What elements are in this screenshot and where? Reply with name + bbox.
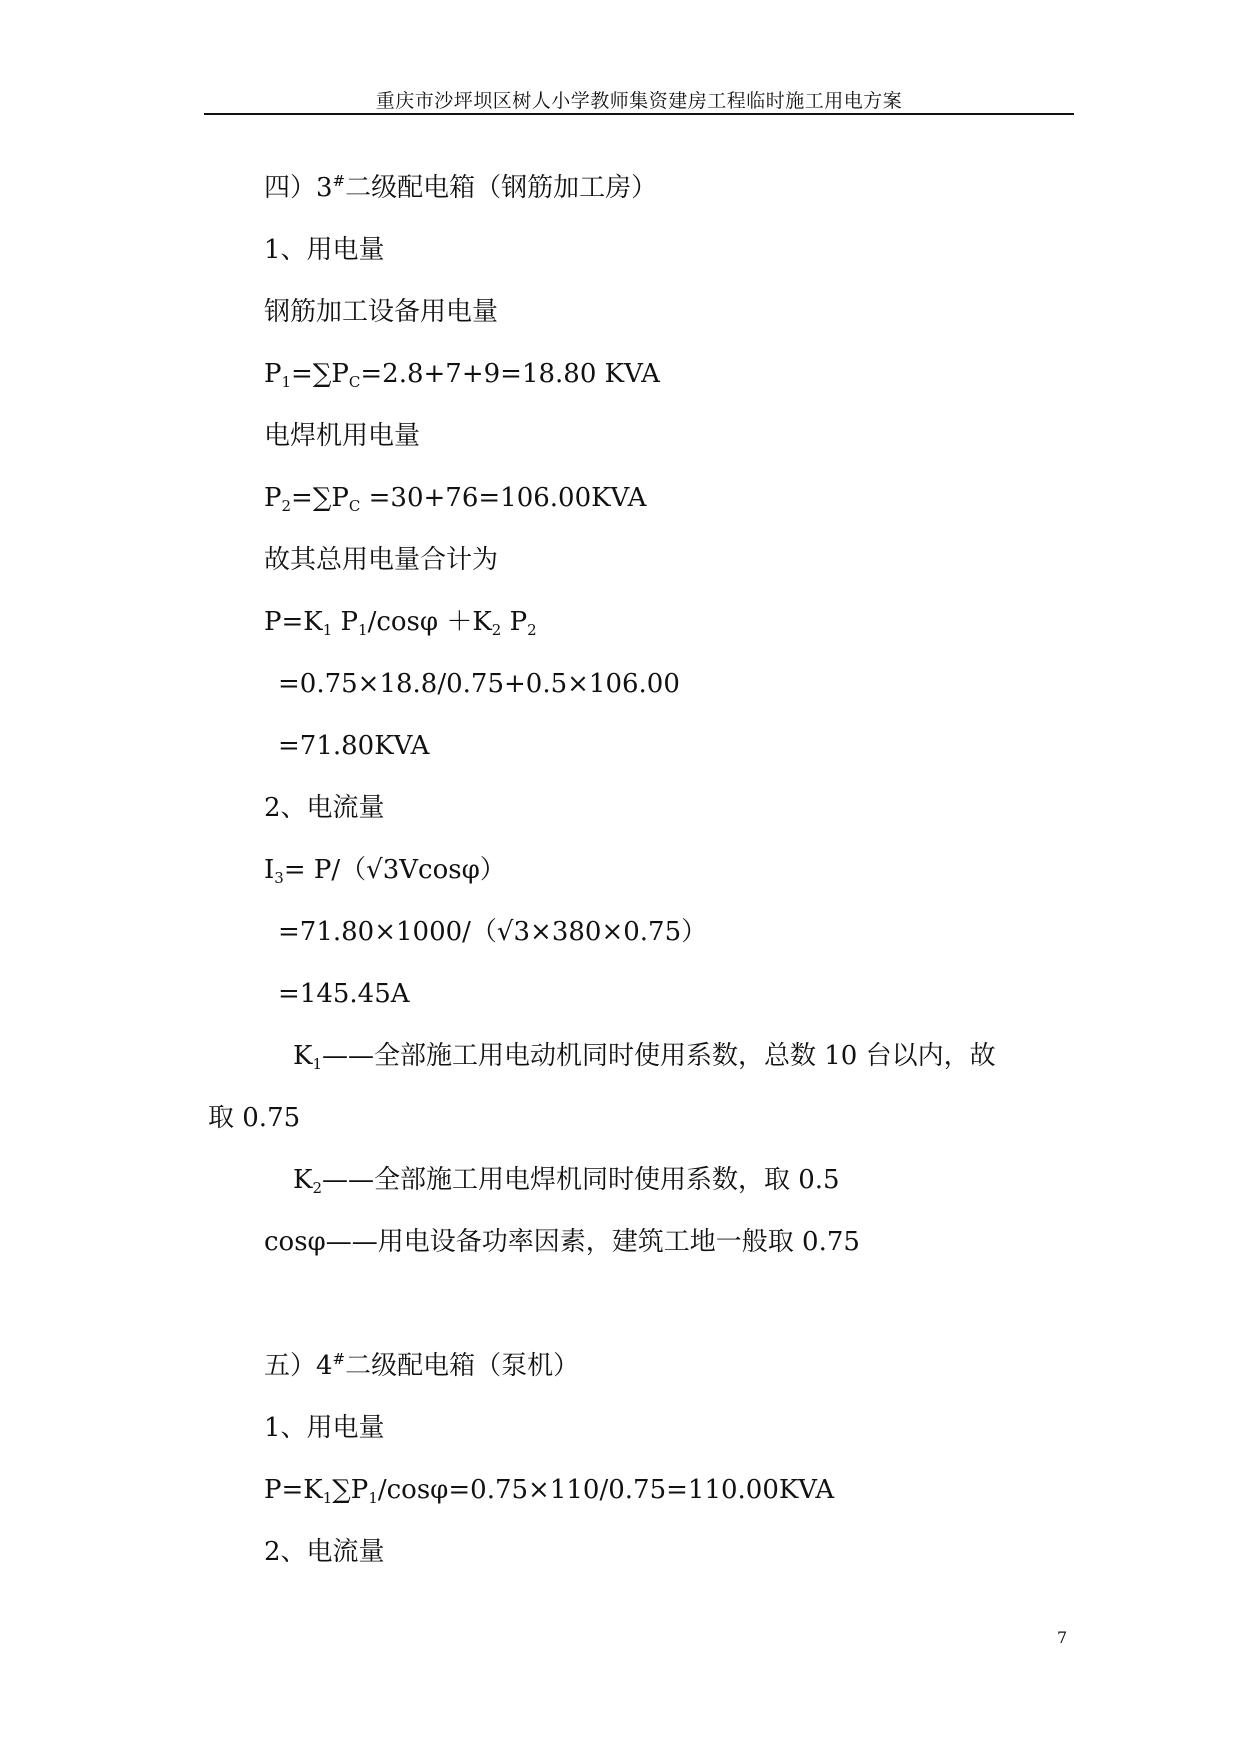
section5-item2-heading: 2、电流量 — [264, 1537, 385, 1567]
section4-heading: 四）3#二级配电箱（钢筋加工房） — [264, 172, 658, 203]
formula-i3-step1: =71.80×1000/（√3×380×0.75） — [278, 917, 708, 947]
page-header-title: 重庆市沙坪坝区树人小学教师集资建房工程临时施工用电方案 — [375, 90, 903, 112]
section5-heading: 五）4#二级配电箱（泵机） — [264, 1350, 580, 1381]
formula-p1: $P_1=\sum P_C=2.8+7+9=18.80$ KVA — [264, 359, 660, 391]
note-k2: $K_2——$全部施工用电焊机同时使用系数，取 0.5 — [293, 1165, 840, 1197]
formula-i3: $I_3= P/(√3Vcos\varphi)$ — [264, 855, 506, 887]
section4-item2-heading: 2、电流量 — [264, 793, 385, 823]
note-k1: $K_1——$全部施工用电动机同时使用系数，总数 10 台以内，故 — [293, 1041, 996, 1073]
section4-item1-heading: 1、用电量 — [264, 235, 385, 265]
formula-p-step1: =0.75×18.8/0.75+0.5×106.00 — [278, 669, 680, 699]
page-number: 7 — [1057, 1628, 1068, 1647]
formula-p2: $P_2=\sum P_C =30+76=106.00KVA$ — [264, 483, 647, 515]
section5-item1-heading: 1、用电量 — [264, 1413, 385, 1443]
header-divider — [204, 113, 1074, 115]
total-load-label: 故其总用电量合计为 — [264, 545, 499, 575]
note-k1-continued: 取 0.75 — [208, 1103, 301, 1133]
note-cosphi: cosφ——用电设备功率因素，建筑工地一般取 0.75 — [264, 1227, 860, 1257]
welder-load-label: 电焊机用电量 — [264, 421, 421, 451]
formula-p-pump: $P=K_1\sum P_1/\cos\varphi=0.75\times 110/0.75=110.00KVA$ — [264, 1475, 835, 1507]
formula-i3-result: =145.45A — [278, 979, 410, 1009]
formula-p-total: $P=K_1$ $P_1$/cosφ $+K_2$ $P_2$ — [264, 607, 537, 639]
formula-p-result: =71.80KVA — [278, 731, 430, 761]
rebar-equipment-load-label: 钢筋加工设备用电量 — [264, 297, 499, 327]
